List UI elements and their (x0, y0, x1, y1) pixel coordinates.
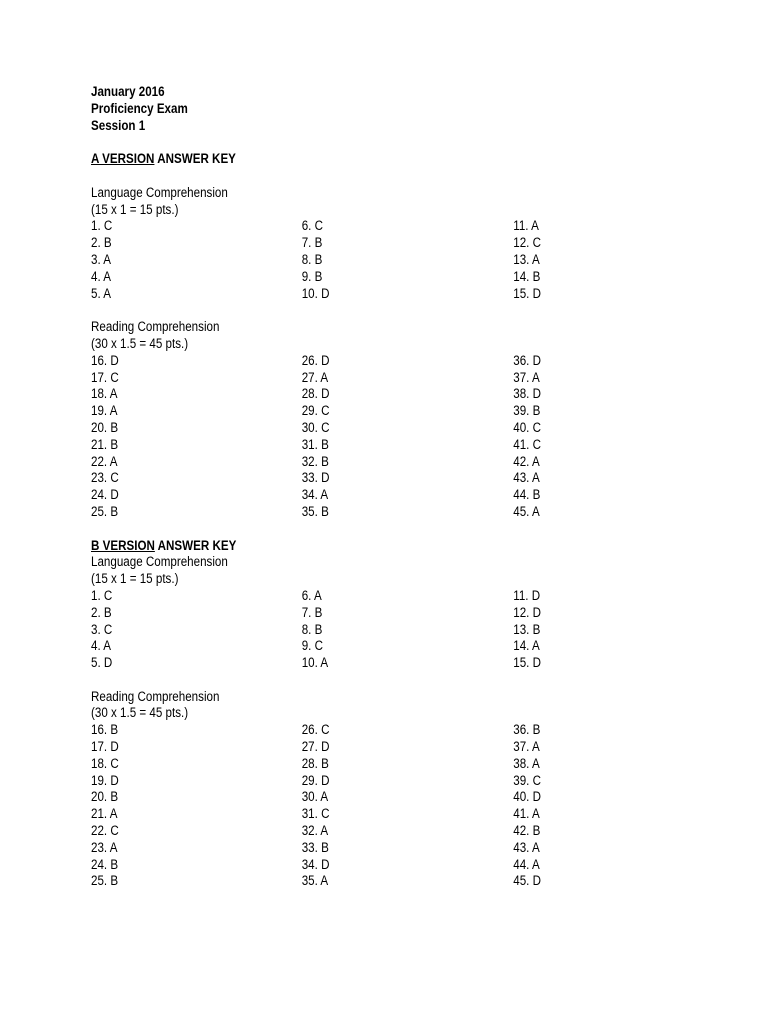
section-points: (15 x 1 = 15 pts.) (91, 571, 179, 587)
answer-item: 33. D (301, 470, 330, 486)
answer-item: 33. B (301, 839, 329, 855)
version-a-label: A VERSION (91, 151, 155, 167)
answer-item: 12. C (513, 235, 542, 251)
answer-item: 45. A (513, 503, 540, 519)
answer-item: 17. D (91, 739, 119, 755)
answer-item: 25. B (91, 873, 119, 889)
answer-grid (91, 353, 624, 521)
answer-item: 20. B (91, 789, 119, 805)
answer-item: 13. B (513, 621, 541, 637)
answer-item: 3. A (91, 251, 112, 267)
answer-item: 11. D (513, 587, 541, 603)
answer-item: 28. D (301, 386, 330, 402)
answer-item: 39. B (513, 403, 541, 419)
answer-item: 44. A (513, 856, 540, 872)
section-points: (30 x 1.5 = 45 pts.) (91, 705, 189, 721)
answer-item: 31. C (301, 806, 330, 822)
answer-item: 20. B (91, 419, 119, 435)
answer-item: 29. C (301, 403, 330, 419)
answer-item: 16. B (91, 722, 119, 738)
answer-item: 30. C (301, 419, 330, 435)
answer-item: 32. B (301, 453, 329, 469)
version-b-heading (91, 538, 624, 555)
answer-item: 3. C (91, 621, 113, 637)
answer-item: 21. A (91, 806, 118, 822)
answer-item: 34. D (301, 856, 330, 872)
answer-item: 4. A (91, 638, 112, 654)
answer-item: 42. A (513, 453, 540, 469)
answer-item: 15. D (513, 285, 542, 301)
answer-item: 41. A (513, 806, 540, 822)
answer-item: 15. D (513, 655, 542, 671)
answer-item: 28. B (301, 755, 329, 771)
answer-item: 5. D (91, 655, 113, 671)
version-b-heading-rest: ANSWER KEY (154, 537, 237, 553)
answer-item: 45. D (513, 873, 542, 889)
answer-item: 23. C (91, 470, 119, 486)
version-a-heading-rest: ANSWER KEY (154, 151, 236, 167)
spacer (91, 168, 624, 185)
answer-item: 5. A (91, 285, 112, 301)
answer-item: 40. C (513, 419, 542, 435)
answer-item: 42. B (513, 823, 541, 839)
section-title: Language Comprehension (91, 554, 228, 570)
answer-item: 26. D (301, 352, 330, 368)
answer-item: 27. D (301, 739, 330, 755)
answer-item: 22. A (91, 453, 118, 469)
answer-item: 40. D (513, 789, 542, 805)
answer-item: 35. A (301, 873, 329, 889)
answer-item: 36. D (513, 352, 542, 368)
answer-item: 31. B (301, 436, 329, 452)
answer-item: 24. D (91, 487, 119, 503)
answer-grid (91, 218, 624, 302)
answer-item: 39. C (513, 772, 542, 788)
answer-item: 41. C (513, 436, 542, 452)
answer-item: 24. B (91, 856, 119, 872)
answer-item: 2. B (91, 604, 112, 620)
version-a-heading (91, 151, 624, 168)
answer-key-document (91, 84, 624, 890)
answer-item: 43. A (513, 470, 540, 486)
answer-item: 29. D (301, 772, 330, 788)
answer-item: 21. B (91, 436, 119, 452)
answer-item: 34. A (301, 487, 329, 503)
spacer (91, 302, 624, 319)
answer-item: 1. C (91, 218, 113, 234)
spacer (91, 134, 624, 151)
answer-item: 23. A (91, 839, 118, 855)
answer-item: 1. C (91, 587, 113, 603)
section-title: Reading Comprehension (91, 319, 220, 335)
answer-item: 37. A (513, 369, 540, 385)
answer-item: 36. B (513, 722, 541, 738)
version-b-label: B VERSION (91, 537, 155, 553)
section-points: (15 x 1 = 15 pts.) (91, 201, 179, 217)
exam-name: Proficiency Exam (91, 100, 188, 116)
answer-item: 9. B (301, 268, 323, 284)
answer-item: 25. B (91, 503, 119, 519)
answer-item: 7. B (301, 235, 323, 251)
spacer (91, 521, 624, 538)
answer-item: 22. C (91, 823, 119, 839)
answer-item: 12. D (513, 604, 542, 620)
answer-item: 17. C (91, 369, 119, 385)
answer-item: 14. A (513, 638, 540, 654)
answer-item: 44. B (513, 487, 541, 503)
answer-item: 14. B (513, 268, 541, 284)
exam-session: Session 1 (91, 117, 146, 133)
answer-grid (91, 722, 624, 890)
section-title: Reading Comprehension (91, 688, 220, 704)
answer-item: 43. A (513, 839, 540, 855)
answer-item: 18. A (91, 386, 118, 402)
answer-item: 38. A (513, 755, 540, 771)
answer-item: 27. A (301, 369, 329, 385)
answer-item: 32. A (301, 823, 329, 839)
spacer (91, 672, 624, 689)
answer-item: 38. D (513, 386, 542, 402)
answer-item: 19. A (91, 403, 118, 419)
answer-item: 10. A (301, 655, 329, 671)
answer-item: 37. A (513, 739, 540, 755)
answer-item: 2. B (91, 235, 112, 251)
answer-item: 16. D (91, 352, 119, 368)
answer-item: 8. B (301, 251, 323, 267)
answer-item: 19. D (91, 772, 119, 788)
answer-item: 8. B (301, 621, 323, 637)
answer-item: 4. A (91, 268, 112, 284)
answer-item: 26. C (301, 722, 330, 738)
answer-item: 7. B (301, 604, 323, 620)
section-title: Language Comprehension (91, 184, 228, 200)
answer-item: 13. A (513, 251, 540, 267)
answer-item: 11. A (513, 218, 539, 234)
answer-item: 35. B (301, 503, 329, 519)
answer-item: 6. A (301, 587, 322, 603)
answer-item: 10. D (301, 285, 330, 301)
answer-item: 18. C (91, 755, 119, 771)
answer-item: 6. C (301, 218, 323, 234)
section-points: (30 x 1.5 = 45 pts.) (91, 335, 189, 351)
exam-date: January 2016 (91, 84, 165, 99)
answer-item: 30. A (301, 789, 329, 805)
answer-item: 9. C (301, 638, 323, 654)
answer-grid (91, 588, 624, 672)
